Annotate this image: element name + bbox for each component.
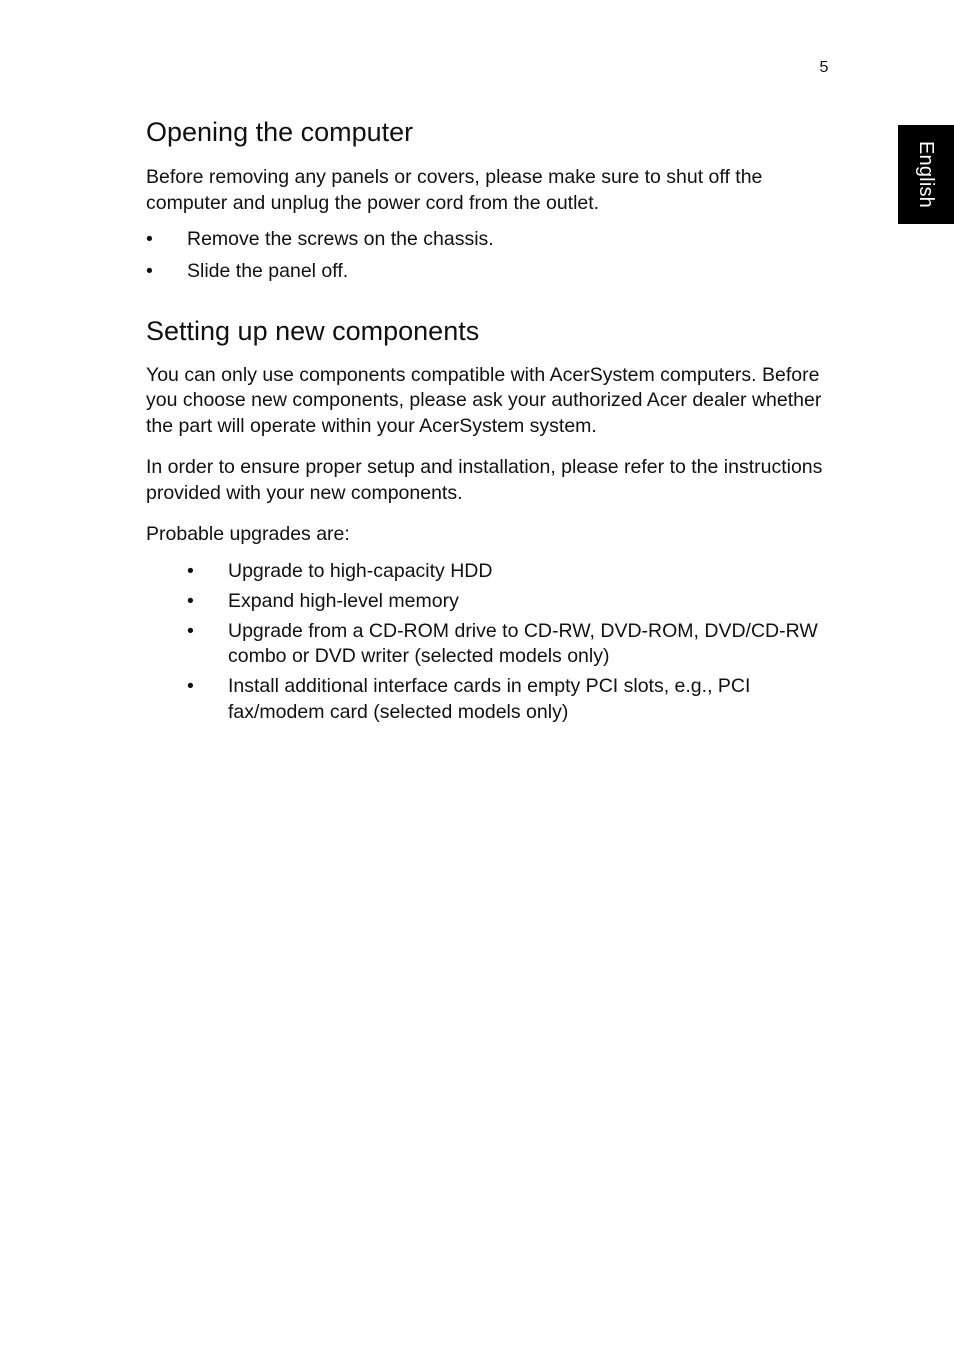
list-item — [146, 259, 836, 285]
bullet-icon: • — [187, 589, 194, 612]
language-tab-label: English — [915, 141, 937, 208]
list-item — [187, 559, 836, 585]
setup-paragraph-1: You can only use components compatible with AcerSystem computers. Before you choose new components, please ask your authorized Acer dealer whether the part will operate within your AcerSystem system. — [146, 363, 822, 437]
list-item-text: Upgrade to high-capacity HDD — [228, 559, 493, 582]
upgrades-intro: Probable upgrades are: — [146, 523, 350, 545]
upgrades-list — [187, 559, 836, 726]
opening-steps-list — [146, 227, 836, 285]
list-item — [187, 589, 836, 615]
bullet-icon: • — [187, 675, 194, 697]
bullet-icon: • — [187, 559, 194, 582]
page-content — [146, 114, 836, 730]
setup-paragraph-2: In order to ensure proper setup and installation, please refer to the instructions provided with your new components. — [146, 456, 823, 504]
list-item-text: Install additional interface cards in empty PCI slots, e.g., PCI fax/modem card (selected models only) — [228, 675, 751, 723]
opening-intro-paragraph: Before removing any panels or covers, please make sure to shut off the computer and unplug the power cord from the outlet. — [146, 166, 763, 214]
bullet-icon: • — [146, 228, 153, 250]
list-item — [146, 227, 836, 253]
bullet-icon: • — [146, 260, 153, 282]
section-title-setup: Setting up new components — [146, 315, 480, 346]
list-item-text: Slide the panel off. — [187, 260, 349, 282]
section-title-opening: Opening the computer — [146, 117, 414, 147]
language-tab — [898, 125, 954, 224]
list-item-text: Upgrade from a CD-ROM drive to CD-RW, DVD-ROM, DVD/CD-RW combo or DVD writer (selected models only) — [228, 619, 818, 667]
list-item — [187, 674, 836, 725]
list-item-text: Remove the screws on the chassis. — [187, 228, 494, 250]
list-item — [187, 619, 836, 670]
bullet-icon: • — [187, 619, 194, 642]
list-item-text: Expand high-level memory — [228, 589, 459, 612]
page-number: 5 — [819, 59, 829, 76]
